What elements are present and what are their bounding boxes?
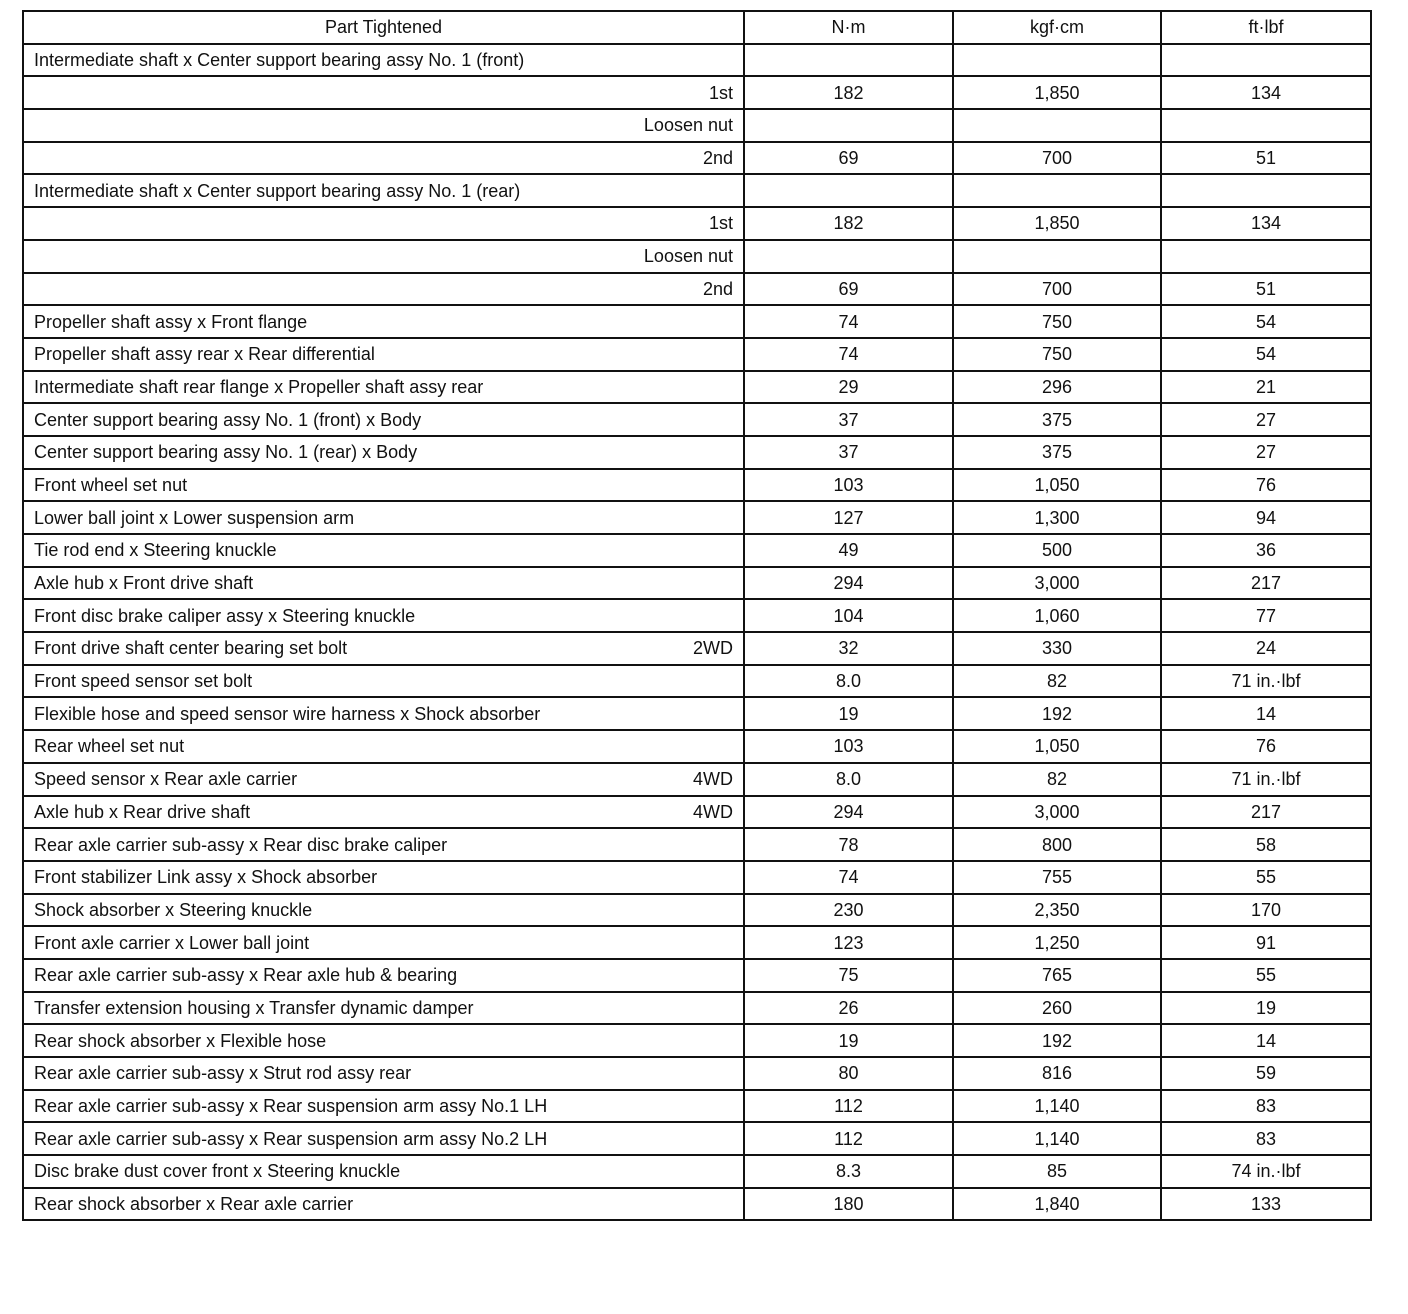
ft-lbf-value-cell: 76: [1161, 469, 1371, 502]
ft-lbf-value-cell: 19: [1161, 992, 1371, 1025]
ft-lbf-value-cell: 217: [1161, 567, 1371, 600]
part-label: Speed sensor x Rear axle carrier: [34, 769, 298, 790]
kgf-cm-value-cell: 3,000: [953, 796, 1161, 829]
part-tightened-cell: 1st: [23, 76, 744, 109]
kgf-cm-value-cell: 375: [953, 403, 1161, 436]
part-label: Transfer extension housing x Transfer dynamic damper: [34, 997, 474, 1018]
table-row: [23, 697, 1371, 730]
part-label: Lower ball joint x Lower suspension arm: [34, 507, 355, 528]
ft-lbf-value-cell: [1161, 109, 1371, 142]
header-kgf-cm: kgf·cm: [953, 11, 1161, 44]
part-tightened-cell: [23, 730, 744, 763]
kgf-cm-value-cell: 816: [953, 1057, 1161, 1090]
kgf-cm-value-cell: 750: [953, 305, 1161, 338]
part-label: Intermediate shaft x Center support bearing assy No. 1 (front): [34, 50, 525, 71]
table-row: [23, 861, 1371, 894]
part-tightened-cell: Loosen nut: [23, 109, 744, 142]
table-row: [23, 142, 1371, 175]
part-tightened-cell: [23, 926, 744, 959]
table-row: [23, 992, 1371, 1025]
table-row: [23, 76, 1371, 109]
part-label: Axle hub x Front drive shaft: [34, 573, 254, 594]
ft-lbf-value-cell: 55: [1161, 861, 1371, 894]
header-nm: N·m: [744, 11, 953, 44]
table-row: [23, 174, 1371, 207]
ft-lbf-value-cell: 91: [1161, 926, 1371, 959]
kgf-cm-value-cell: 1,140: [953, 1122, 1161, 1155]
nm-value-cell: 19: [744, 1024, 953, 1057]
part-tightened-cell: 1st: [23, 207, 744, 240]
part-label: Propeller shaft assy rear x Rear differential: [34, 344, 375, 365]
table-row: [23, 1155, 1371, 1188]
ft-lbf-value-cell: 14: [1161, 1024, 1371, 1057]
kgf-cm-value-cell: 3,000: [953, 567, 1161, 600]
table-row: [23, 567, 1371, 600]
kgf-cm-value-cell: 1,300: [953, 501, 1161, 534]
kgf-cm-value-cell: 1,850: [953, 76, 1161, 109]
part-label: Front wheel set nut: [34, 474, 188, 495]
table-row: [23, 1024, 1371, 1057]
part-tightened-cell: [23, 1090, 744, 1123]
ft-lbf-value-cell: 83: [1161, 1090, 1371, 1123]
part-tightened-cell: [23, 632, 744, 665]
ft-lbf-value-cell: 24: [1161, 632, 1371, 665]
ft-lbf-value-cell: 36: [1161, 534, 1371, 567]
table-row: [23, 632, 1371, 665]
table-row: [23, 305, 1371, 338]
table-row: [23, 599, 1371, 632]
kgf-cm-value-cell: 1,250: [953, 926, 1161, 959]
nm-value-cell: 69: [744, 142, 953, 175]
part-label: Rear axle carrier sub-assy x Rear disc brake caliper: [34, 834, 448, 855]
part-tightened-cell: 2nd: [23, 142, 744, 175]
part-tightened-cell: [23, 567, 744, 600]
kgf-cm-value-cell: 1,050: [953, 730, 1161, 763]
nm-value-cell: [744, 109, 953, 142]
kgf-cm-value-cell: 375: [953, 436, 1161, 469]
ft-lbf-value-cell: 134: [1161, 76, 1371, 109]
nm-value-cell: 19: [744, 697, 953, 730]
nm-value-cell: 103: [744, 469, 953, 502]
kgf-cm-value-cell: 330: [953, 632, 1161, 665]
part-label: Intermediate shaft x Center support bearing assy No. 1 (rear): [34, 180, 521, 201]
part-tightened-cell: [23, 1188, 744, 1221]
part-label: Rear shock absorber x Flexible hose: [34, 1030, 327, 1051]
table-row: [23, 894, 1371, 927]
table-row: [23, 436, 1371, 469]
header-ft-lbf: ft·lbf: [1161, 11, 1371, 44]
nm-value-cell: 112: [744, 1090, 953, 1123]
kgf-cm-value-cell: [953, 44, 1161, 77]
kgf-cm-value-cell: 765: [953, 959, 1161, 992]
kgf-cm-value-cell: 1,050: [953, 469, 1161, 502]
ft-lbf-value-cell: 74 in.·lbf: [1161, 1155, 1371, 1188]
table-row: [23, 44, 1371, 77]
kgf-cm-value-cell: 85: [953, 1155, 1161, 1188]
ft-lbf-value-cell: 21: [1161, 371, 1371, 404]
nm-value-cell: 37: [744, 436, 953, 469]
part-tightened-cell: Loosen nut: [23, 240, 744, 273]
header-row: [23, 11, 1371, 44]
table-row: [23, 534, 1371, 567]
part-label: Rear axle carrier sub-assy x Rear axle hub & bearing: [34, 965, 458, 986]
kgf-cm-value-cell: [953, 240, 1161, 273]
ft-lbf-value-cell: [1161, 240, 1371, 273]
part-tightened-cell: [23, 44, 744, 77]
part-tightened-cell: [23, 1155, 744, 1188]
part-tightened-cell: [23, 403, 744, 436]
ft-lbf-value-cell: [1161, 174, 1371, 207]
table-row: [23, 1057, 1371, 1090]
nm-value-cell: 123: [744, 926, 953, 959]
table-row: [23, 665, 1371, 698]
table-row: [23, 1122, 1371, 1155]
part-tightened-cell: [23, 763, 744, 796]
kgf-cm-value-cell: 296: [953, 371, 1161, 404]
ft-lbf-value-cell: 54: [1161, 338, 1371, 371]
table-row: [23, 1090, 1371, 1123]
part-label: Intermediate shaft rear flange x Propeller shaft assy rear: [34, 376, 484, 397]
part-tightened-cell: [23, 796, 744, 829]
part-tightened-cell: [23, 1024, 744, 1057]
drive-type-note: 4WD: [693, 801, 733, 822]
part-label: Rear wheel set nut: [34, 736, 185, 757]
table-row: [23, 338, 1371, 371]
part-tightened-cell: 2nd: [23, 273, 744, 306]
part-tightened-cell: [23, 371, 744, 404]
ft-lbf-value-cell: [1161, 44, 1371, 77]
nm-value-cell: 74: [744, 338, 953, 371]
ft-lbf-value-cell: 55: [1161, 959, 1371, 992]
kgf-cm-value-cell: 82: [953, 665, 1161, 698]
part-label: Shock absorber x Steering knuckle: [34, 899, 313, 920]
nm-value-cell: [744, 44, 953, 77]
table-row: [23, 403, 1371, 436]
nm-value-cell: 32: [744, 632, 953, 665]
part-label: Rear axle carrier sub-assy x Rear suspension arm assy No.1 LH: [34, 1096, 548, 1117]
drive-type-note: 2WD: [693, 638, 733, 659]
ft-lbf-value-cell: 27: [1161, 436, 1371, 469]
nm-value-cell: 230: [744, 894, 953, 927]
ft-lbf-value-cell: 83: [1161, 1122, 1371, 1155]
nm-value-cell: 74: [744, 305, 953, 338]
ft-lbf-value-cell: 133: [1161, 1188, 1371, 1221]
table-row: [23, 763, 1371, 796]
table-row: [23, 730, 1371, 763]
nm-value-cell: 69: [744, 273, 953, 306]
part-tightened-cell: [23, 861, 744, 894]
ft-lbf-value-cell: 71 in.·lbf: [1161, 763, 1371, 796]
ft-lbf-value-cell: 59: [1161, 1057, 1371, 1090]
kgf-cm-value-cell: 500: [953, 534, 1161, 567]
part-label: Center support bearing assy No. 1 (front) x Body: [34, 409, 422, 430]
table-row: [23, 828, 1371, 861]
ft-lbf-value-cell: 76: [1161, 730, 1371, 763]
ft-lbf-value-cell: 77: [1161, 599, 1371, 632]
nm-value-cell: 49: [744, 534, 953, 567]
part-label: Front speed sensor set bolt: [34, 671, 253, 692]
nm-value-cell: 74: [744, 861, 953, 894]
ft-lbf-value-cell: 27: [1161, 403, 1371, 436]
part-label: Axle hub x Rear drive shaft: [34, 801, 251, 822]
part-tightened-cell: [23, 959, 744, 992]
kgf-cm-value-cell: 1,060: [953, 599, 1161, 632]
nm-value-cell: 80: [744, 1057, 953, 1090]
part-tightened-cell: [23, 665, 744, 698]
kgf-cm-value-cell: 192: [953, 697, 1161, 730]
part-tightened-cell: [23, 469, 744, 502]
kgf-cm-value-cell: 750: [953, 338, 1161, 371]
part-label: Front axle carrier x Lower ball joint: [34, 932, 310, 953]
ft-lbf-value-cell: 54: [1161, 305, 1371, 338]
part-label: Front disc brake caliper assy x Steering knuckle: [34, 605, 416, 626]
nm-value-cell: 29: [744, 371, 953, 404]
nm-value-cell: 8.0: [744, 665, 953, 698]
part-label: Front drive shaft center bearing set bolt: [34, 638, 348, 659]
part-tightened-cell: [23, 338, 744, 371]
kgf-cm-value-cell: 192: [953, 1024, 1161, 1057]
table-row: [23, 371, 1371, 404]
part-tightened-cell: [23, 894, 744, 927]
kgf-cm-value-cell: [953, 109, 1161, 142]
part-label: Flexible hose and speed sensor wire harness x Shock absorber: [34, 703, 541, 724]
part-tightened-cell: [23, 697, 744, 730]
part-tightened-cell: [23, 174, 744, 207]
ft-lbf-value-cell: 217: [1161, 796, 1371, 829]
table-row: [23, 796, 1371, 829]
torque-specification-table: [22, 10, 1372, 1221]
kgf-cm-value-cell: 1,850: [953, 207, 1161, 240]
part-label: Center support bearing assy No. 1 (rear) x Body: [34, 442, 418, 463]
nm-value-cell: 26: [744, 992, 953, 1025]
nm-value-cell: 103: [744, 730, 953, 763]
part-label: Propeller shaft assy x Front flange: [34, 311, 308, 332]
kgf-cm-value-cell: 1,140: [953, 1090, 1161, 1123]
ft-lbf-value-cell: 58: [1161, 828, 1371, 861]
table-row: [23, 207, 1371, 240]
kgf-cm-value-cell: 1,840: [953, 1188, 1161, 1221]
ft-lbf-value-cell: 71 in.·lbf: [1161, 665, 1371, 698]
part-tightened-cell: [23, 501, 744, 534]
table-row: [23, 273, 1371, 306]
nm-value-cell: 294: [744, 796, 953, 829]
nm-value-cell: [744, 240, 953, 273]
part-tightened-cell: [23, 1057, 744, 1090]
kgf-cm-value-cell: 700: [953, 142, 1161, 175]
header-part-tightened: Part Tightened: [23, 11, 744, 44]
nm-value-cell: 75: [744, 959, 953, 992]
ft-lbf-value-cell: 170: [1161, 894, 1371, 927]
kgf-cm-value-cell: 700: [953, 273, 1161, 306]
part-tightened-cell: [23, 1122, 744, 1155]
part-tightened-cell: [23, 992, 744, 1025]
nm-value-cell: 127: [744, 501, 953, 534]
nm-value-cell: 37: [744, 403, 953, 436]
part-label: Disc brake dust cover front x Steering knuckle: [34, 1161, 401, 1182]
ft-lbf-value-cell: 51: [1161, 142, 1371, 175]
table-row: [23, 469, 1371, 502]
nm-value-cell: [744, 174, 953, 207]
drive-type-note: 4WD: [693, 769, 733, 790]
part-label: Rear axle carrier sub-assy x Strut rod assy rear: [34, 1063, 412, 1084]
kgf-cm-value-cell: 82: [953, 763, 1161, 796]
part-label: Front stabilizer Link assy x Shock absorber: [34, 867, 378, 888]
part-tightened-cell: [23, 599, 744, 632]
table-row: [23, 1188, 1371, 1221]
ft-lbf-value-cell: 134: [1161, 207, 1371, 240]
nm-value-cell: 112: [744, 1122, 953, 1155]
part-tightened-cell: [23, 305, 744, 338]
table-body: [23, 44, 1371, 1221]
part-label: Tie rod end x Steering knuckle: [34, 540, 277, 561]
part-tightened-cell: [23, 436, 744, 469]
nm-value-cell: 180: [744, 1188, 953, 1221]
nm-value-cell: 8.0: [744, 763, 953, 796]
kgf-cm-value-cell: 2,350: [953, 894, 1161, 927]
nm-value-cell: 294: [744, 567, 953, 600]
part-tightened-cell: [23, 534, 744, 567]
nm-value-cell: 8.3: [744, 1155, 953, 1188]
nm-value-cell: 182: [744, 76, 953, 109]
table-row: [23, 959, 1371, 992]
table-row: [23, 240, 1371, 273]
table-row: [23, 109, 1371, 142]
kgf-cm-value-cell: 755: [953, 861, 1161, 894]
part-label: Rear axle carrier sub-assy x Rear suspension arm assy No.2 LH: [34, 1128, 548, 1149]
ft-lbf-value-cell: 14: [1161, 697, 1371, 730]
nm-value-cell: 104: [744, 599, 953, 632]
nm-value-cell: 182: [744, 207, 953, 240]
kgf-cm-value-cell: 800: [953, 828, 1161, 861]
kgf-cm-value-cell: 260: [953, 992, 1161, 1025]
ft-lbf-value-cell: 94: [1161, 501, 1371, 534]
table-row: [23, 926, 1371, 959]
table-row: [23, 501, 1371, 534]
nm-value-cell: 78: [744, 828, 953, 861]
part-label: Rear shock absorber x Rear axle carrier: [34, 1194, 354, 1215]
part-tightened-cell: [23, 828, 744, 861]
ft-lbf-value-cell: 51: [1161, 273, 1371, 306]
kgf-cm-value-cell: [953, 174, 1161, 207]
